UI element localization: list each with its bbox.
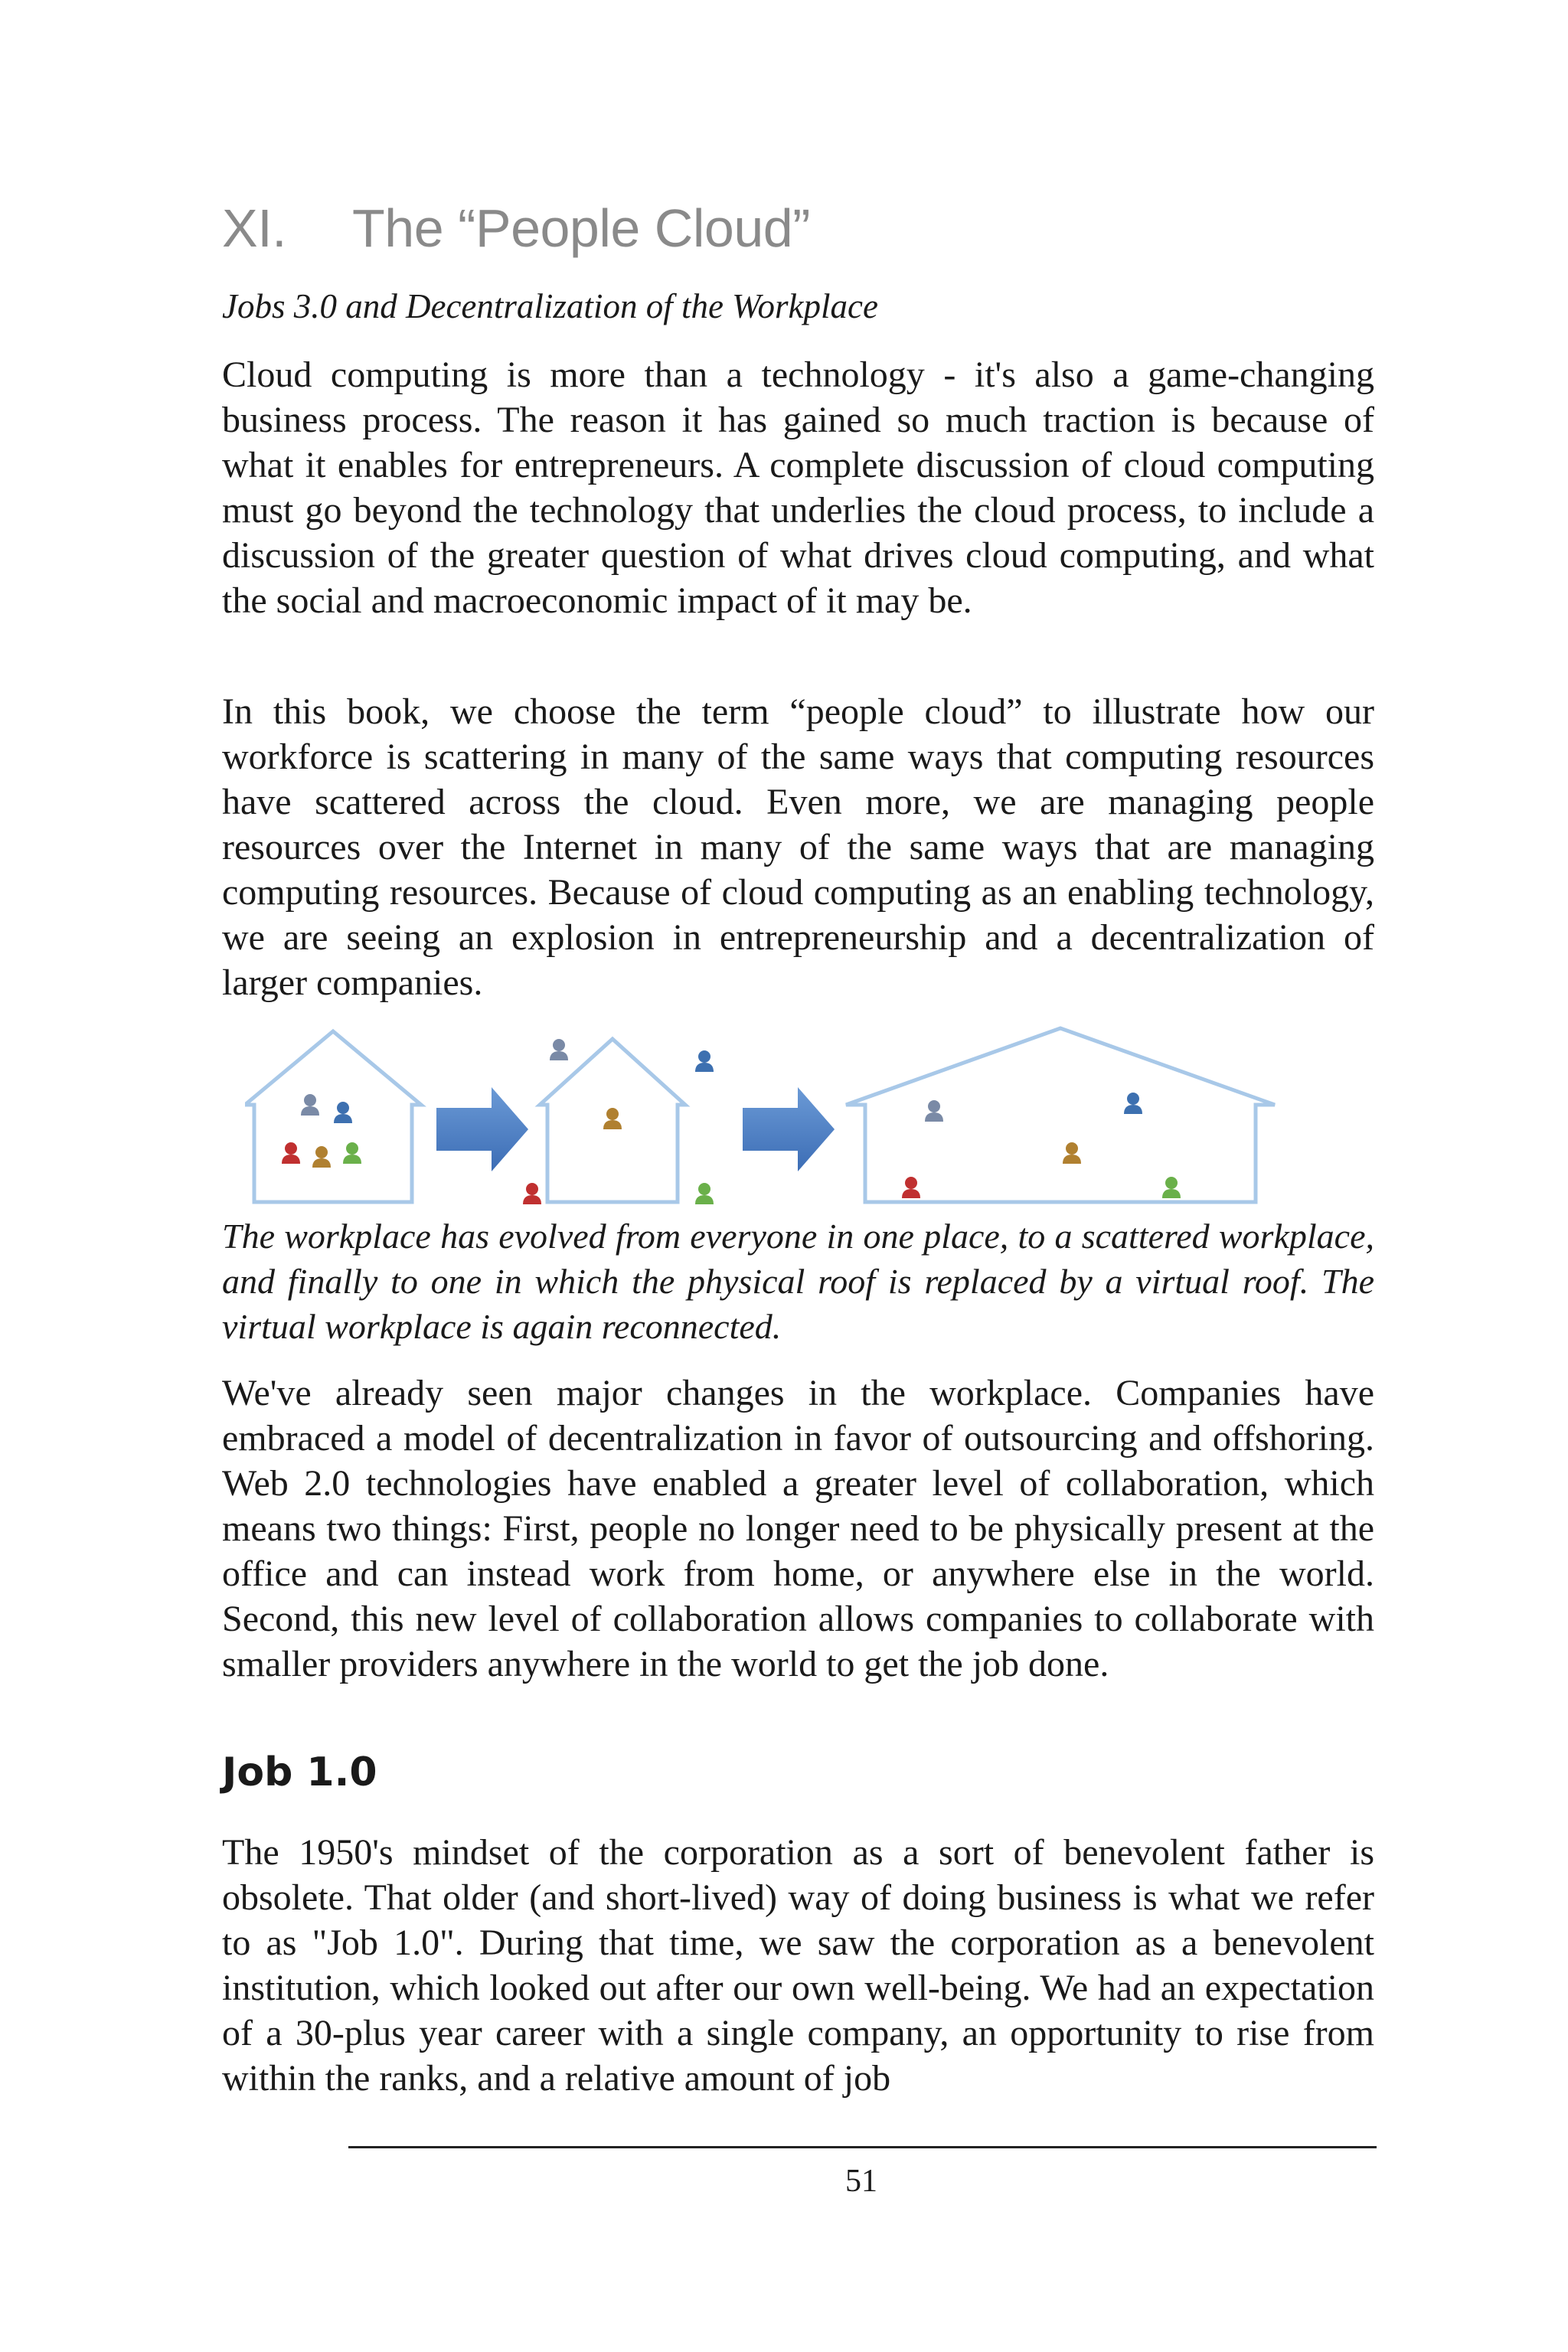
person-icon <box>695 1050 714 1072</box>
house-scattered <box>540 1039 685 1202</box>
house-centralized <box>245 1031 421 1202</box>
person-icon <box>695 1183 714 1204</box>
person-icon <box>550 1039 568 1060</box>
chapter-subtitle: Jobs 3.0 and Decentralization of the Workplace <box>222 287 878 325</box>
workplace-evolution-illustration <box>245 1022 1302 1214</box>
paragraph-intro: Cloud computing is more than a technology - it's also a game-changing business process. The reason it has gained so much traction is because of what it enables for entrepreneurs. A complete discussion of cloud computing must go beyond the technology that underlies the cloud process, to include a discussion of the greater question of what drives cloud computing, and what the social and macroeconomic impact of it may be. <box>222 354 1374 621</box>
workplace-evolution-figure <box>245 1022 1302 1214</box>
page-number: 51 <box>845 2164 877 2199</box>
footer-divider <box>348 2146 1377 2148</box>
arrow-icon <box>743 1087 835 1171</box>
paragraph-job-1: The 1950's mindset of the corporation as a sort of benevolent father is obsolete. That older (and short-lived) way of doing business is what we refer to as "Job 1.0". During that time, we saw the corporation as a benevolent institution, which looked out after our own well-being. We had an expectation of a 30-plus year career with a single company, an opportunity to rise from within the ranks, and a relative amount of job <box>222 1832 1374 2099</box>
chapter-title <box>222 198 810 259</box>
house-virtual <box>846 1028 1275 1202</box>
chapter-title-text: The “People Cloud” <box>352 198 810 258</box>
figure-caption: The workplace has evolved from everyone in one place, to a scattered workplace, and finally to one in which the physical roof is replaced by a virtual roof. The virtual workplace is again reconnected. <box>222 1217 1374 1346</box>
chapter-number: XI. <box>222 198 287 258</box>
section-heading: Job 1.0 <box>222 1749 377 1795</box>
person-icon <box>523 1183 541 1204</box>
paragraph-people-cloud: In this book, we choose the term “people cloud” to illustrate how our workforce is scattering in many of the same ways that computing resources have scattered across the cloud. Even more, we are managing people resources over the Internet in many of the same ways that are managing computing resources. Because of cloud computing as an enabling technology, we are seeing an explosion in entrepreneurship and a decentralization of larger companies. <box>222 691 1374 1003</box>
paragraph-workplace-changes: We've already seen major changes in the workplace. Companies have embraced a model of decentralization in favor of outsourcing and offshoring. Web 2.0 technologies have enabled a greater level of collaboration, which means two things: First, people no longer need to be physically present at the office and can instead work from home, or anywhere else in the world. Second, this new level of collaboration allows companies to collaborate with smaller providers anywhere in the world to get the job done. <box>222 1373 1374 1684</box>
arrow-icon <box>436 1087 528 1171</box>
